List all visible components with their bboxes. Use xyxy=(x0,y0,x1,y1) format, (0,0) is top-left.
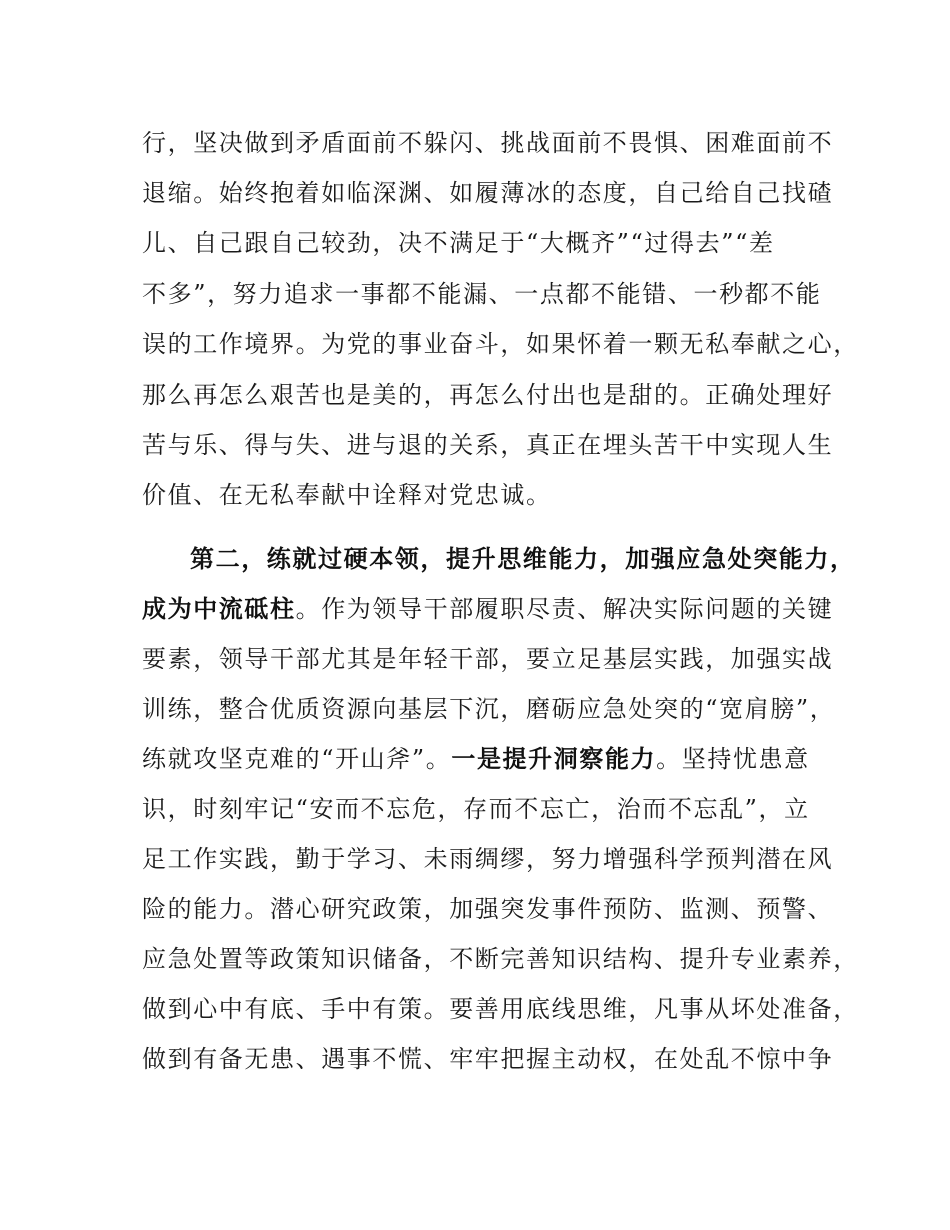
paragraph-line: 训练，整合优质资源向基层下沉，磨砺应急处突的“宽肩膀”， xyxy=(142,695,836,723)
paragraph-line: 做到有备无患、遇事不慌、牢牢把握主动权，在处乱不惊中争 xyxy=(142,1045,834,1073)
paragraph-line: 儿、自己跟自己较劲，决不满足于“大概齐”“过得去”“差 xyxy=(142,229,775,257)
paragraph-line: 苦与乐、得与失、进与退的关系，真正在埋头苦干中实现人生 xyxy=(142,431,834,459)
paragraph-text: 练就攻坚克难的“开山斧”。 xyxy=(142,745,452,773)
paragraph-line: 价值、在无私奉献中诠释对党忠诚。 xyxy=(142,481,552,509)
subheading-inline: 一是提升洞察能力 xyxy=(451,745,657,773)
paragraph-line: 做到心中有底、手中有策。要善用底线思维，凡事从坏处准备， xyxy=(142,995,859,1023)
paragraph-line xyxy=(142,594,833,624)
paragraph-line: 足工作实践，勤于学习、未雨绸缪，努力增强科学预判潜在风 xyxy=(142,845,834,873)
paragraph-line: 那么再怎么艰苦也是美的，再怎么付出也是甜的。正确处理好 xyxy=(142,381,834,409)
section-heading-end: 成为中流砥柱 xyxy=(142,595,296,623)
paragraph-line xyxy=(142,744,810,774)
paragraph-line: 误的工作境界。为党的事业奋斗，如果怀着一颗无私奉献之心， xyxy=(142,330,859,358)
paragraph-line: 险的能力。潜心研究政策，加强突发事件预防、监测、预警、 xyxy=(142,895,834,923)
paragraph-text: 。坚持忧患意 xyxy=(656,745,810,773)
paragraph-text: 。作为领导干部履职尽责、解决实际问题的关键 xyxy=(295,595,834,623)
paragraph-line: 退缩。始终抱着如临深渊、如履薄冰的态度，自己给自己找碴 xyxy=(142,179,834,207)
paragraph-line: 行，坚决做到矛盾面前不躲闪、挑战面前不畏惧、困难面前不 xyxy=(142,129,834,157)
paragraph-line: 识，时刻牢记“安而不忘危，存而不忘亡，治而不忘乱”，立 xyxy=(142,795,810,823)
paragraph-line: 应急处置等政策知识储备，不断完善知识结构、提升专业素养， xyxy=(142,945,859,973)
section-heading: 第二，练就过硬本领，提升思维能力，加强应急处突能力， xyxy=(190,545,856,573)
paragraph-line: 要素，领导干部尤其是年轻干部，要立足基层实践，加强实战 xyxy=(142,645,834,673)
paragraph-line: 不多”，努力追求一事都不能漏、一点都不能错、一秒都不能 xyxy=(142,280,822,308)
